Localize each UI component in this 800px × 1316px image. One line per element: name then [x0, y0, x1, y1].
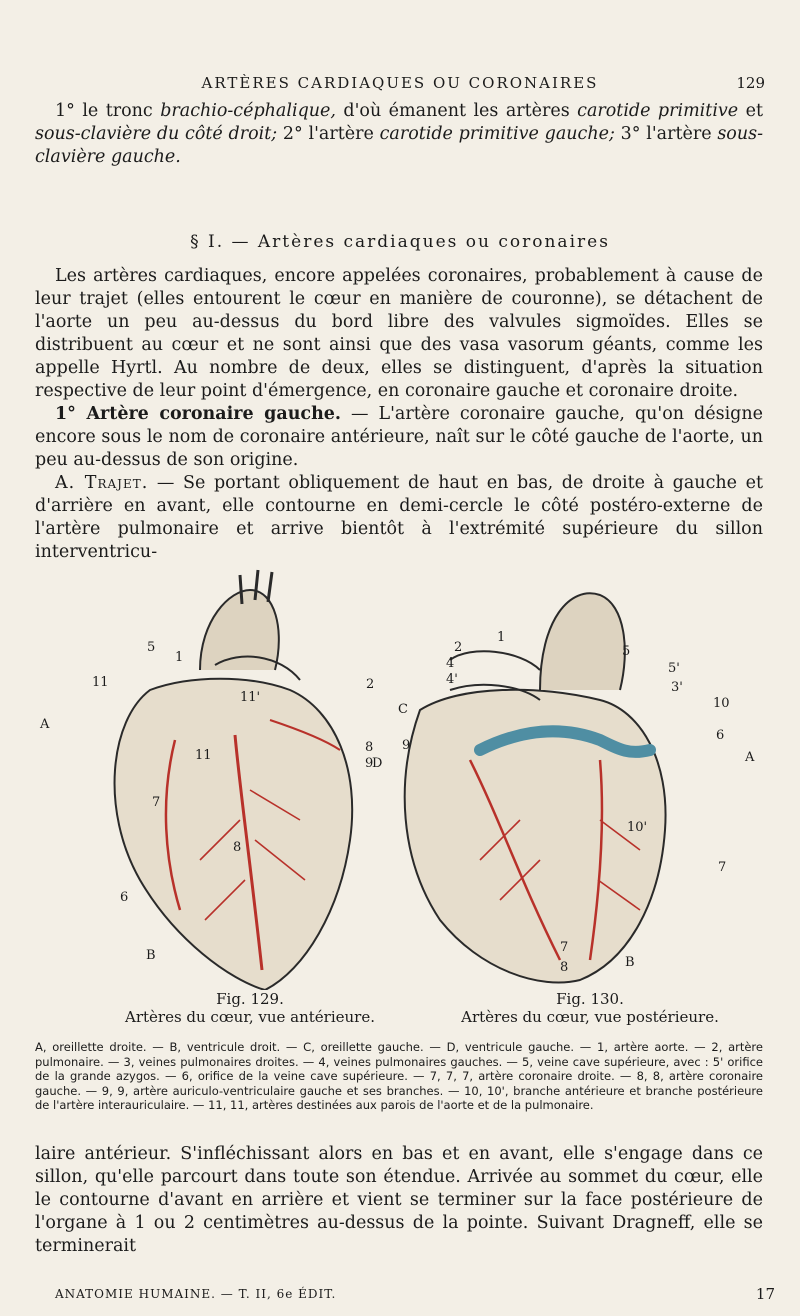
fig-130-label: 5 — [622, 644, 631, 659]
fig-130-caption — [440, 990, 740, 1026]
fig-130-label: 8 — [560, 960, 569, 975]
fig-130-label: 10' — [627, 820, 648, 835]
running-title: ARTÈRES CARDIAQUES OU CORONAIRES — [201, 74, 599, 92]
fig-130-label: 10 — [713, 696, 730, 711]
body-paragraph-1: Les artères cardiaques, encore appelées coronaires, probablement à cause de leur trajet (elles entourent le cœur en manière de couronne), se détachent de l'aorte un peu au-dessus du bord libre des valvules sigmoïdes. Elles se distribuent au cœur et ne sont ainsi que des vasa vasorum géants, comme les appelle Hyrtl. Au nombre de deux, elles se distinguent, d'après la situation respective de leur point d'émergence, en coronaire gauche et coronaire droite. — [35, 266, 763, 401]
page-footer — [55, 1287, 775, 1301]
intro-paragraph: 1° le tronc brachio-céphalique, d'où émanent les artères carotide primitive et sous-clavière du côté droit; 2° l'artère carotide primitive gauche; 3° l'artère sous-clavière gauche. — [35, 101, 764, 167]
fig-129-label: 11' — [240, 690, 261, 705]
fig-129-caption — [120, 990, 380, 1026]
body-paragraph-2: 1° Artère coronaire gauche. — L'artère coronaire gauche, qu'on désigne encore sous le nom de coronaire antérieure, naît sur le côté gauche de l'aorte, un peu au-dessus de son origine. — [35, 404, 763, 470]
body-paragraph-4: laire antérieur. S'infléchissant alors en bas et en avant, elle s'engage dans ce sillon, qu'elle parcourt dans toute son étendue. Arrivée au sommet du cœur, elle le contourne d'avant en arrière et vient se terminer sur la face postérieure de l'organe à 1 ou 2 centimètres au-dessus de la pointe. Suivant Dragneff, elle se terminerait — [35, 1144, 763, 1256]
fig-130-label: 6 — [716, 728, 725, 743]
fig-130-number: Fig. 130. — [556, 990, 624, 1008]
fig-129-label: 7 — [152, 795, 161, 810]
fig-129-label: 9 — [365, 756, 374, 771]
footer-book-info: ANATOMIE HUMAINE. — T. II, 6e ÉDIT. — [55, 1287, 337, 1301]
fig-129-label: 11 — [92, 675, 109, 690]
fig-129-label: 8 — [365, 740, 374, 755]
fig-129-heart-outline — [115, 679, 353, 990]
fig-129-label: 5 — [147, 640, 156, 655]
trajet-heading: A. Trajet. — [55, 473, 149, 493]
body-paragraph-3: A. Trajet. — Se portant obliquement de haut en bas, de droite à gauche et d'arrière en avant, elle contourne en demi-cercle le côté postéro-externe de l'artère pulmonaire et arrive bientôt à l'extrémité supérieure du sillon interventricu- — [35, 473, 763, 562]
fig-130-label: 3' — [671, 680, 683, 695]
fig-129-text: Artères du cœur, vue antérieure. — [124, 1008, 375, 1026]
fig-129-heart — [115, 570, 353, 990]
fig-129-label: 1 — [175, 650, 184, 665]
fig-129-label: B — [146, 948, 156, 963]
fig-129-label: 8 — [233, 840, 242, 855]
fig-130-label: 5' — [668, 661, 680, 676]
fig-130-label: D — [372, 756, 383, 771]
fig-129-label: A — [40, 717, 50, 732]
fig-130-label: 1 — [497, 630, 506, 645]
subsection-heading: 1° Artère coronaire gauche. — [55, 404, 342, 424]
fig-129-label: 2 — [366, 677, 375, 692]
figure-legend: A, oreillette droite. — B, ventricule droit. — C, oreillette gauche. — D, ventricule gauche. — 1, artère aorte. — 2, artère pulmonaire. — 3, veines pulmonaires droites. — 4, veines pulmonaires gauches. — 5, veine cave supérieure, avec : 5' orifice de la grande azygos. — 6, orifice de la veine cave supérieure. — 7, 7, 7, artère coronaire droite. — 8, 8, artère coronaire gauche. — 9, 9, artère auriculo-ventriculaire gauche et ses branches. — 10, 10', branche antérieure et branche postérieure de l'artère interauriculaire. — 11, 11, artères destinées aux parois de l'aorte et de la pulmonaire. — [35, 1040, 763, 1112]
heart-illustrations — [0, 560, 800, 990]
fig-130-label: 9 — [402, 738, 411, 753]
page-number: 129 — [736, 74, 765, 92]
fig-130-label: 7 — [560, 940, 569, 955]
fig-129-number: Fig. 129. — [216, 990, 284, 1008]
fig-130-label: 2 — [454, 640, 463, 655]
signature-mark: 17 — [755, 1285, 775, 1303]
fig-130-aorta — [540, 593, 625, 690]
fig-129-label: 11 — [195, 748, 212, 763]
fig-130-label: B — [625, 955, 635, 970]
section-title: § I. — Artères cardiaques ou coronaires — [190, 232, 610, 252]
fig-129-aorta — [200, 590, 279, 670]
fig-130-text: Artères du cœur, vue postérieure. — [461, 1008, 719, 1026]
fig-130-label: 7 — [718, 860, 727, 875]
fig-129-label: 6 — [120, 890, 129, 905]
figures-area — [0, 560, 800, 1020]
fig-130-label: C — [398, 702, 408, 717]
fig-130-label: 4 — [446, 656, 455, 671]
fig-130-label: A — [745, 750, 755, 765]
fig-130-label: 4' — [446, 672, 458, 687]
